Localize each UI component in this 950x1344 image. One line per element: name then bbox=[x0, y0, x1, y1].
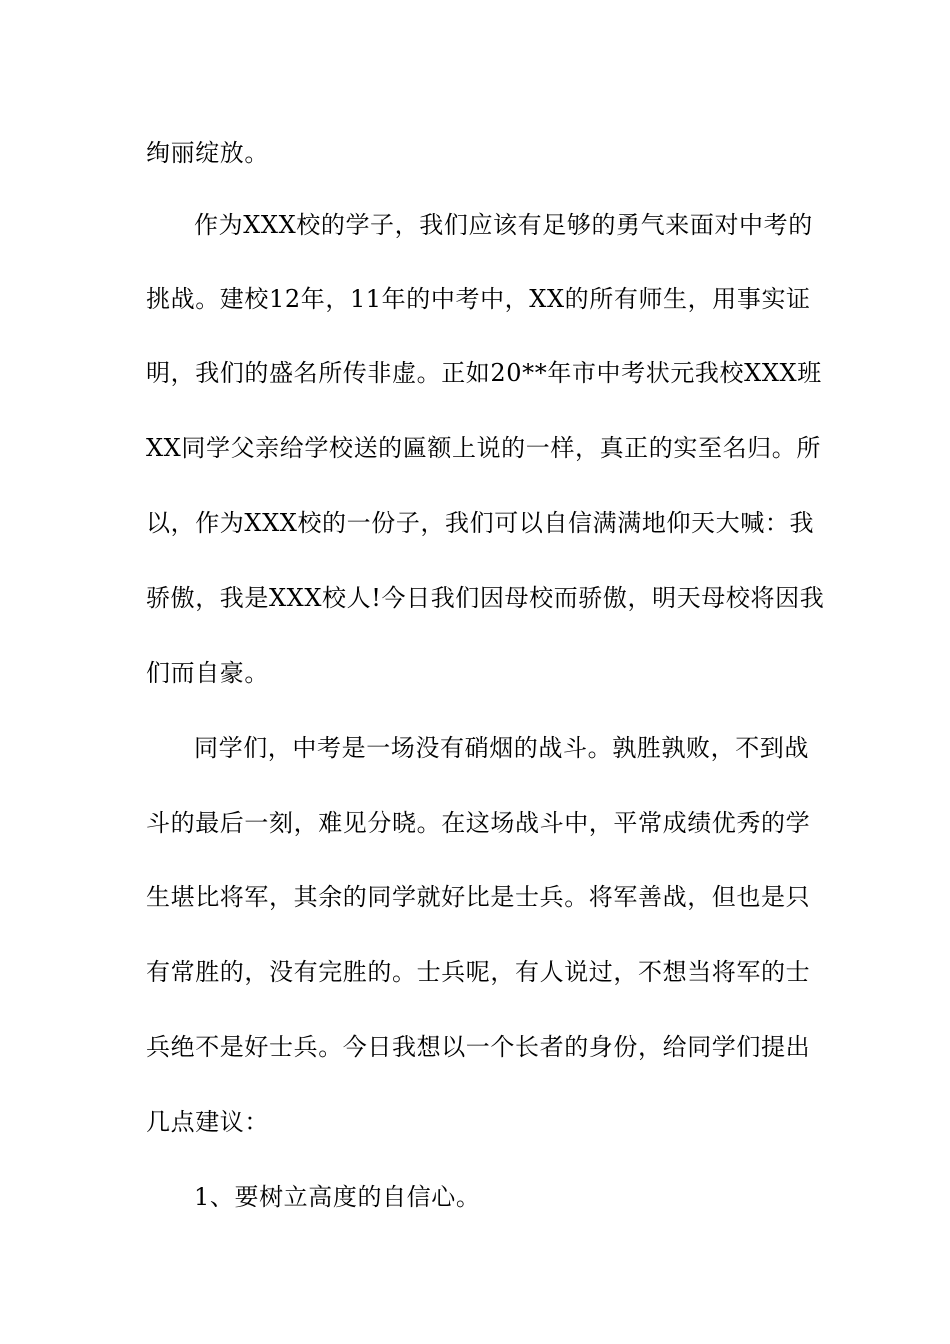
text-line: XX同学父亲给学校送的匾额上说的一样，真正的实至名归。所 bbox=[146, 434, 821, 462]
text-line: 有常胜的，没有完胜的。士兵呢，有人说过，不想当将军的士 bbox=[146, 958, 811, 986]
text-line: 以，作为XXX校的一份子，我们可以自信满满地仰天大喊：我 bbox=[146, 509, 815, 537]
text-line: 骄傲，我是XXX校人!今日我们因母校而骄傲，明天母校将因我 bbox=[146, 584, 825, 612]
text-line: 明，我们的盛名所传非虚。正如20**年市中考状元我校XXX班 bbox=[146, 359, 822, 387]
text-line: 们而自豪。 bbox=[146, 659, 269, 687]
paragraph-first-line: 同学们，中考是一场没有硝烟的战斗。孰胜孰败，不到战 bbox=[194, 734, 809, 762]
text-line: 生堪比将军，其余的同学就好比是士兵。将军善战，但也是只 bbox=[146, 883, 811, 911]
text-line: 几点建议： bbox=[146, 1108, 269, 1136]
text-line: 兵绝不是好士兵。今日我想以一个长者的身份，给同学们提出 bbox=[146, 1033, 811, 1061]
text-line: 斗的最后一刻，难见分晓。在这场战斗中，平常成绩优秀的学 bbox=[146, 809, 811, 837]
paragraph-first-line: 作为XXX校的学子，我们应该有足够的勇气来面对中考的 bbox=[194, 211, 813, 239]
text-line: 绚丽绽放。 bbox=[146, 139, 269, 167]
text-line: 挑战。建校12年，11年的中考中，XX的所有师生，用事实证 bbox=[146, 285, 811, 313]
list-item: 1、要树立高度的自信心。 bbox=[194, 1183, 481, 1211]
